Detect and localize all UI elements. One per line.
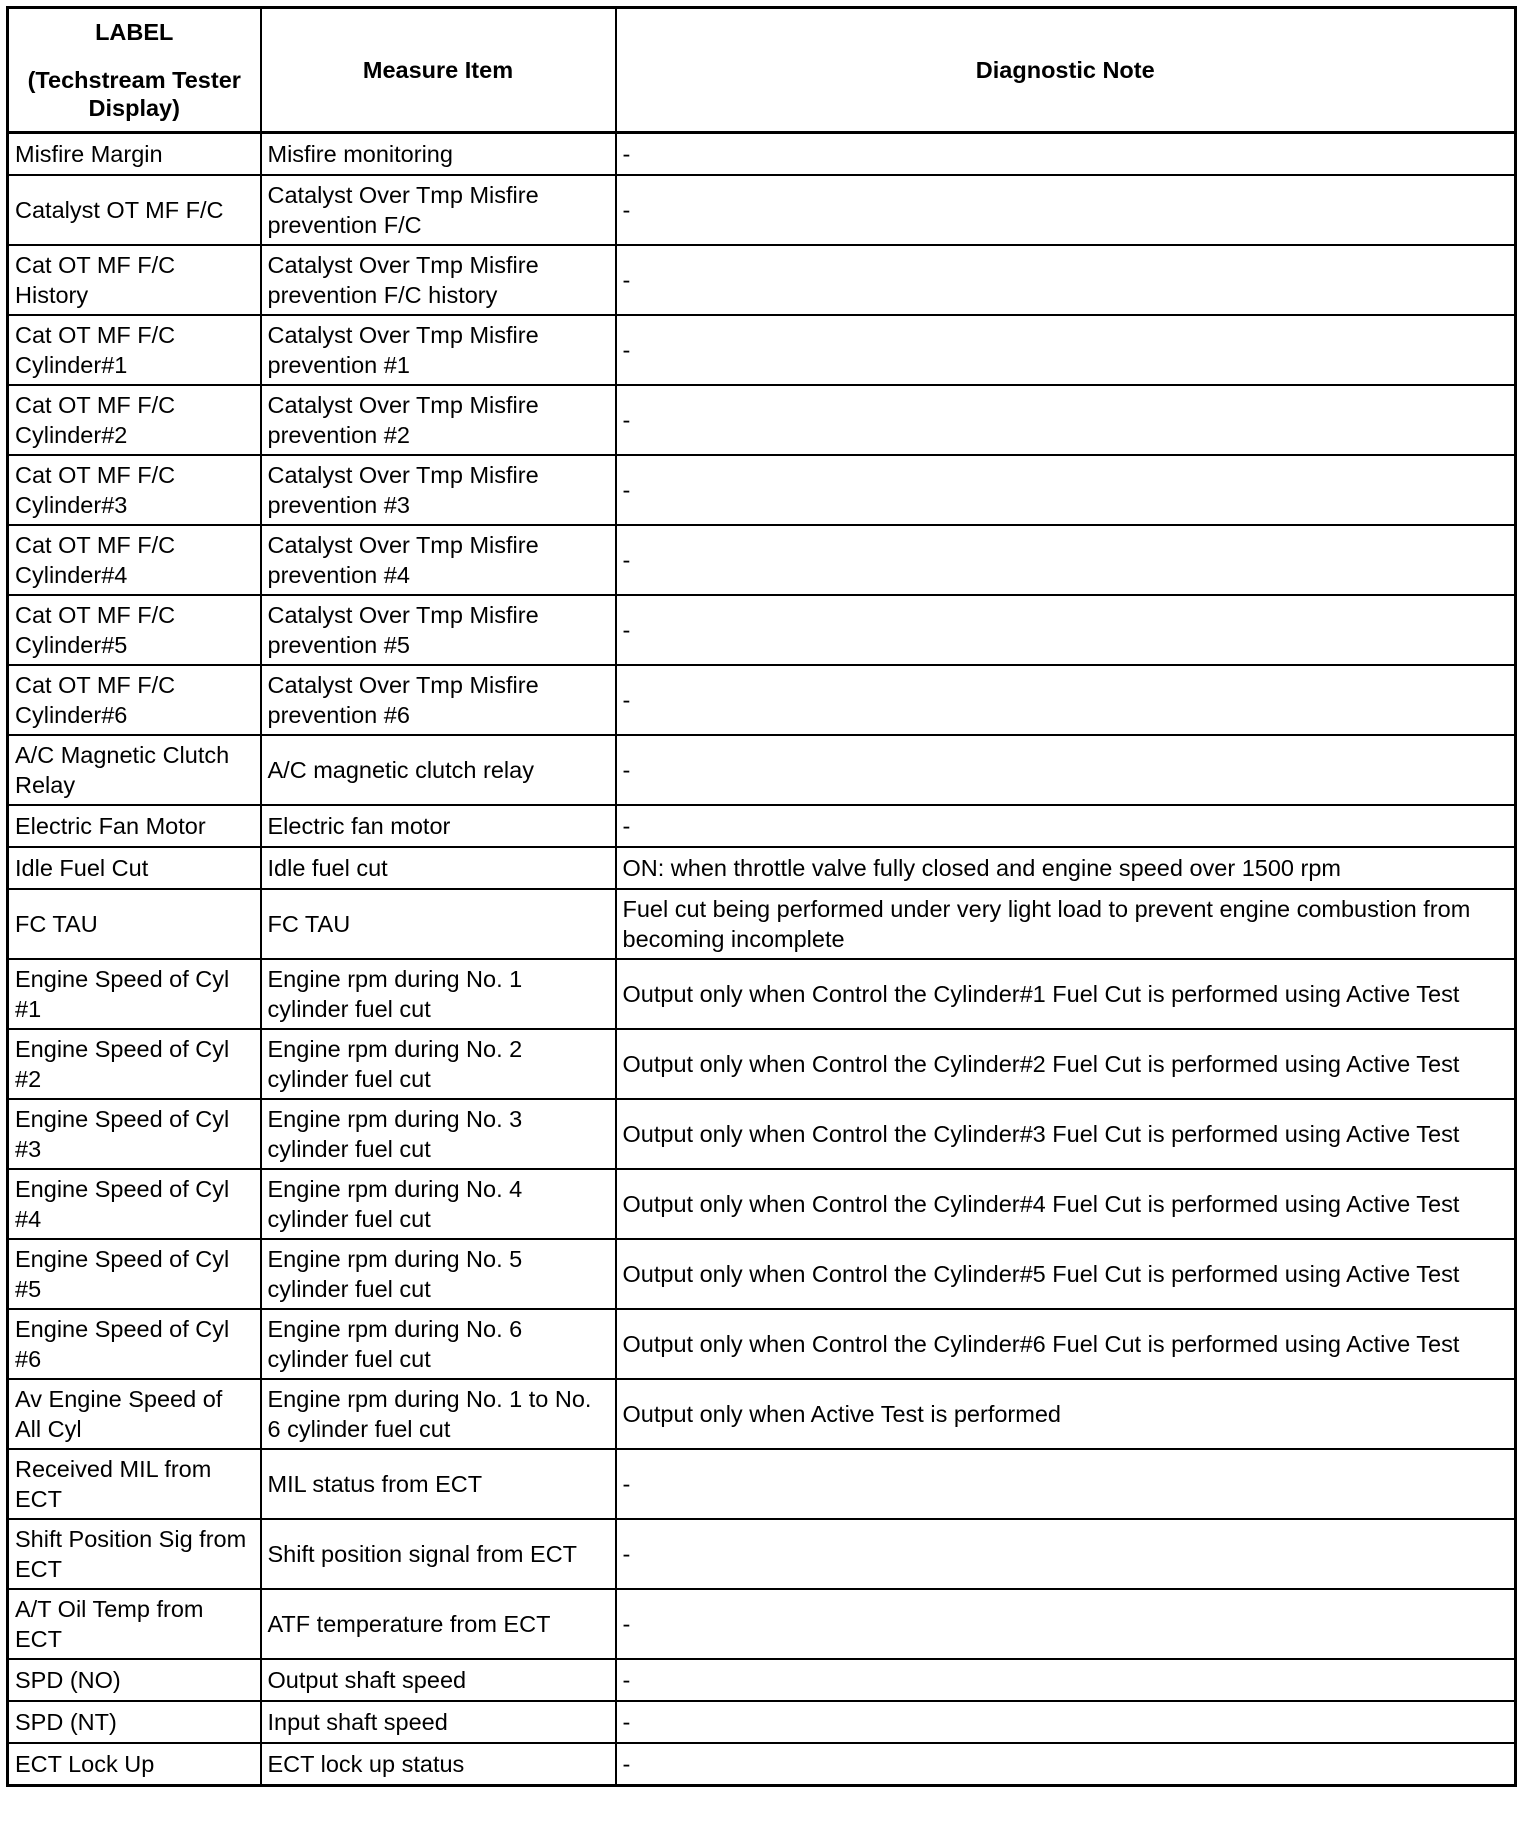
cell-measure-item: ATF temperature from ECT xyxy=(261,1589,616,1659)
cell-measure-item: FC TAU xyxy=(261,889,616,959)
cell-diagnostic-note: - xyxy=(616,1449,1516,1519)
cell-label: Cat OT MF F/C Cylinder#1 xyxy=(8,315,261,385)
table-row xyxy=(8,735,1516,805)
cell-measure-item: Catalyst Over Tmp Misfire prevention #6 xyxy=(261,665,616,735)
cell-measure-item: Idle fuel cut xyxy=(261,847,616,889)
cell-label: Engine Speed of Cyl #4 xyxy=(8,1169,261,1239)
cell-diagnostic-note: - xyxy=(616,1743,1516,1786)
table-row xyxy=(8,1169,1516,1239)
cell-diagnostic-note: ON: when throttle valve fully closed and engine speed over 1500 rpm xyxy=(616,847,1516,889)
table-row xyxy=(8,1659,1516,1701)
cell-measure-item: Engine rpm during No. 4 cylinder fuel cut xyxy=(261,1169,616,1239)
cell-measure-item: Misfire monitoring xyxy=(261,133,616,176)
cell-label: Cat OT MF F/C Cylinder#6 xyxy=(8,665,261,735)
table-row xyxy=(8,315,1516,385)
cell-label: Received MIL from ECT xyxy=(8,1449,261,1519)
cell-measure-item: Catalyst Over Tmp Misfire prevention F/C history xyxy=(261,245,616,315)
cell-label: Catalyst OT MF F/C xyxy=(8,175,261,245)
table-row xyxy=(8,595,1516,665)
cell-measure-item: Catalyst Over Tmp Misfire prevention #4 xyxy=(261,525,616,595)
cell-measure-item: Engine rpm during No. 3 cylinder fuel cut xyxy=(261,1099,616,1169)
cell-measure-item: Catalyst Over Tmp Misfire prevention #1 xyxy=(261,315,616,385)
cell-measure-item: Engine rpm during No. 5 cylinder fuel cut xyxy=(261,1239,616,1309)
table-row xyxy=(8,1589,1516,1659)
cell-label: Electric Fan Motor xyxy=(8,805,261,847)
cell-label: Misfire Margin xyxy=(8,133,261,176)
cell-diagnostic-note: Fuel cut being performed under very light load to prevent engine combustion from becoming incomplete xyxy=(616,889,1516,959)
cell-diagnostic-note: - xyxy=(616,525,1516,595)
header-label-title: LABEL xyxy=(95,19,174,45)
cell-diagnostic-note: - xyxy=(616,455,1516,525)
cell-measure-item: Catalyst Over Tmp Misfire prevention F/C xyxy=(261,175,616,245)
cell-diagnostic-note: Output only when Active Test is performed xyxy=(616,1379,1516,1449)
table-row xyxy=(8,1309,1516,1379)
cell-diagnostic-note: Output only when Control the Cylinder#2 Fuel Cut is performed using Active Test xyxy=(616,1029,1516,1099)
header-diagnostic-note: Diagnostic Note xyxy=(616,8,1516,133)
cell-measure-item: Engine rpm during No. 2 cylinder fuel cut xyxy=(261,1029,616,1099)
table-row xyxy=(8,385,1516,455)
cell-label: A/C Magnetic Clutch Relay xyxy=(8,735,261,805)
cell-diagnostic-note: - xyxy=(616,1519,1516,1589)
cell-label: Cat OT MF F/C Cylinder#5 xyxy=(8,595,261,665)
cell-measure-item: Shift position signal from ECT xyxy=(261,1519,616,1589)
cell-measure-item: Catalyst Over Tmp Misfire prevention #5 xyxy=(261,595,616,665)
cell-label: Idle Fuel Cut xyxy=(8,847,261,889)
cell-diagnostic-note: Output only when Control the Cylinder#6 Fuel Cut is performed using Active Test xyxy=(616,1309,1516,1379)
table-row xyxy=(8,525,1516,595)
cell-label: Engine Speed of Cyl #2 xyxy=(8,1029,261,1099)
cell-label: SPD (NO) xyxy=(8,1659,261,1701)
header-row xyxy=(8,8,1516,133)
cell-label: Engine Speed of Cyl #5 xyxy=(8,1239,261,1309)
cell-measure-item: Catalyst Over Tmp Misfire prevention #2 xyxy=(261,385,616,455)
table-row xyxy=(8,175,1516,245)
cell-diagnostic-note: - xyxy=(616,133,1516,176)
cell-label: Engine Speed of Cyl #1 xyxy=(8,959,261,1029)
cell-diagnostic-note: - xyxy=(616,805,1516,847)
cell-label: Cat OT MF F/C Cylinder#4 xyxy=(8,525,261,595)
table-row xyxy=(8,1449,1516,1519)
cell-label: Cat OT MF F/C History xyxy=(8,245,261,315)
table-row xyxy=(8,1029,1516,1099)
table-row xyxy=(8,1519,1516,1589)
cell-label: Cat OT MF F/C Cylinder#2 xyxy=(8,385,261,455)
cell-label: A/T Oil Temp from ECT xyxy=(8,1589,261,1659)
cell-measure-item: Input shaft speed xyxy=(261,1701,616,1743)
cell-diagnostic-note: - xyxy=(616,315,1516,385)
cell-diagnostic-note: - xyxy=(616,735,1516,805)
table-row xyxy=(8,847,1516,889)
cell-label: Shift Position Sig from ECT xyxy=(8,1519,261,1589)
header-label xyxy=(8,8,261,133)
cell-diagnostic-note: Output only when Control the Cylinder#5 Fuel Cut is performed using Active Test xyxy=(616,1239,1516,1309)
table-row xyxy=(8,1743,1516,1786)
cell-label: FC TAU xyxy=(8,889,261,959)
header-measure-item: Measure Item xyxy=(261,8,616,133)
cell-label: Cat OT MF F/C Cylinder#3 xyxy=(8,455,261,525)
data-list-table xyxy=(6,6,1517,1787)
cell-diagnostic-note: - xyxy=(616,175,1516,245)
table-row xyxy=(8,1099,1516,1169)
table-row xyxy=(8,1701,1516,1743)
cell-diagnostic-note: - xyxy=(616,1589,1516,1659)
cell-label: Av Engine Speed of All Cyl xyxy=(8,1379,261,1449)
table-row xyxy=(8,959,1516,1029)
cell-diagnostic-note: - xyxy=(616,595,1516,665)
table-row xyxy=(8,889,1516,959)
table-row xyxy=(8,665,1516,735)
cell-measure-item: ECT lock up status xyxy=(261,1743,616,1786)
cell-measure-item: Catalyst Over Tmp Misfire prevention #3 xyxy=(261,455,616,525)
cell-diagnostic-note: - xyxy=(616,1659,1516,1701)
cell-diagnostic-note: Output only when Control the Cylinder#4 Fuel Cut is performed using Active Test xyxy=(616,1169,1516,1239)
cell-label: ECT Lock Up xyxy=(8,1743,261,1786)
table-row xyxy=(8,245,1516,315)
table-row xyxy=(8,805,1516,847)
cell-diagnostic-note: - xyxy=(616,245,1516,315)
cell-measure-item: MIL status from ECT xyxy=(261,1449,616,1519)
table-row xyxy=(8,455,1516,525)
cell-measure-item: Engine rpm during No. 1 to No. 6 cylinder fuel cut xyxy=(261,1379,616,1449)
cell-measure-item: Engine rpm during No. 6 cylinder fuel cut xyxy=(261,1309,616,1379)
cell-diagnostic-note: - xyxy=(616,665,1516,735)
cell-diagnostic-note: - xyxy=(616,385,1516,455)
cell-measure-item: A/C magnetic clutch relay xyxy=(261,735,616,805)
table-row xyxy=(8,133,1516,176)
header-label-subtitle: (Techstream Tester Display) xyxy=(27,67,241,121)
cell-label: SPD (NT) xyxy=(8,1701,261,1743)
cell-label: Engine Speed of Cyl #6 xyxy=(8,1309,261,1379)
cell-diagnostic-note: Output only when Control the Cylinder#3 Fuel Cut is performed using Active Test xyxy=(616,1099,1516,1169)
cell-measure-item: Output shaft speed xyxy=(261,1659,616,1701)
cell-diagnostic-note: Output only when Control the Cylinder#1 Fuel Cut is performed using Active Test xyxy=(616,959,1516,1029)
table-row xyxy=(8,1379,1516,1449)
cell-diagnostic-note: - xyxy=(616,1701,1516,1743)
table-row xyxy=(8,1239,1516,1309)
cell-measure-item: Electric fan motor xyxy=(261,805,616,847)
cell-measure-item: Engine rpm during No. 1 cylinder fuel cut xyxy=(261,959,616,1029)
cell-label: Engine Speed of Cyl #3 xyxy=(8,1099,261,1169)
